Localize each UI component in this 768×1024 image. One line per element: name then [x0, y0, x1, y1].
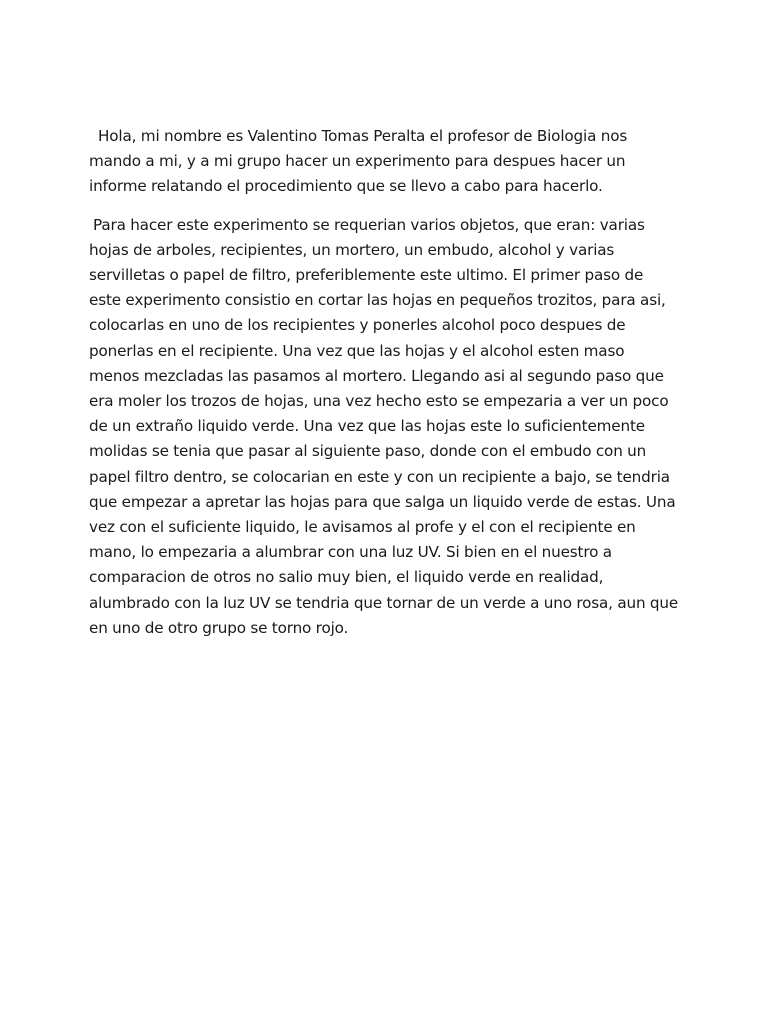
paragraph-procedure: Para hacer este experimento se requerian varios objetos, que eran: varias hojas de arboles, recipientes, un mortero, un embudo, alcohol y varias servilletas o papel de filtro, preferiblemente este ultimo. El primer paso de este experimento consistio en cortar las hojas en pequeños trozitos, para asi, colocarlas en uno de los recipientes y ponerles alcohol poco despues de ponerlas en el recipiente. Una vez que las hojas y el alcohol esten maso menos mezcladas las pasamos al mortero. Llegando asi al segundo paso que era moler los trozos de hojas, una vez hecho esto se empezaria a ver un poco de un extraño liquido verde. Una vez que las hojas este lo suficientemente molidas se tenia que pasar al siguiente paso, donde con el embudo con un papel filtro dentro, se colocarian en este y con un recipiente a bajo, se tendria que empezar a apretar las hojas para que salga un liquido verde de estas. Una vez con el suficiente liquido, le avisamos al profe y el con el recipiente en mano, lo empezaria a alumbrar con una luz UV. Si bien en el nuestro a comparacion de otros no salio muy bien, el liquido verde en realidad, alumbrado con la luz UV se tendria que tornar de un verde a uno rosa, aun que en uno de otro grupo se torno rojo.: [89, 215, 679, 637]
document-body: [89, 124, 679, 641]
paragraph-intro: Hola, mi nombre es Valentino Tomas Peralta el profesor de Biologia nos mando a mi, y a mi grupo hacer un experimento para despues hacer un informe relatando el procedimiento que se llevo a cabo para hacerlo.: [89, 127, 628, 196]
